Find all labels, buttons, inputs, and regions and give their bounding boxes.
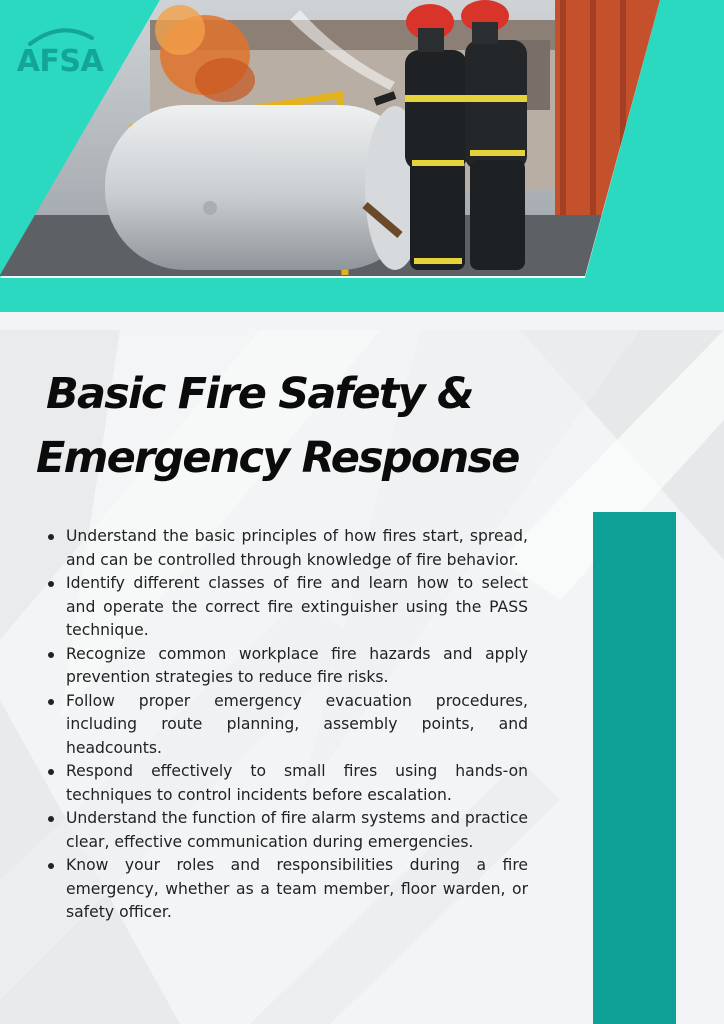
accent-bar <box>593 512 676 1024</box>
title-line-2: Emergency Response <box>36 433 519 483</box>
list-item: Understand the basic principles of how fires start, spread, and can be controlled through knowledge of fire behavior. <box>44 525 528 572</box>
list-item: Know your roles and responsibilities during a fire emergency, whether as a team member, floor warden, or safety officer. <box>44 854 528 925</box>
list-item: Identify different classes of fire and learn how to select and operate the correct fire extinguisher using the PASS technique. <box>44 572 528 643</box>
objectives-list <box>44 525 528 925</box>
list-item: Respond effectively to small fires using hands-on techniques to control incidents before escalation. <box>44 760 528 807</box>
logo-text: AFSA <box>16 44 104 79</box>
list-item: Follow proper emergency evacuation procedures, including route planning, assembly points, and headcounts. <box>44 690 528 761</box>
afsa-logo <box>8 26 112 86</box>
page-title <box>36 362 636 490</box>
list-item: Recognize common workplace fire hazards and apply prevention strategies to reduce fire risks. <box>44 643 528 690</box>
title-line-1: Basic Fire Safety & <box>46 369 473 419</box>
list-item: Understand the function of fire alarm systems and practice clear, effective communication during emergencies. <box>44 807 528 854</box>
